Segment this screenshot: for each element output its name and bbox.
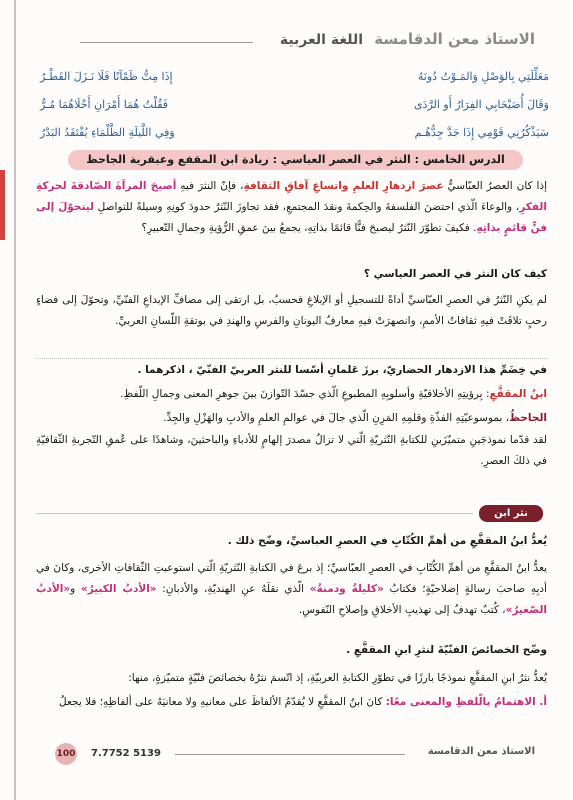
intro-highlight-1: عصرَ ازدهارِ العلمِ واتساعِ آفاقِ الثقافةِ <box>243 180 444 192</box>
subject-title: اللغة العربية <box>279 32 363 48</box>
question-2-heading: في خِضَمِّ هذا الازدهار الحضاريّ، برزَ عَلمانِ أسّسا للنثر العربيّ الفنّيّ ، اذكرهما . <box>137 364 547 376</box>
page-footer <box>45 743 545 773</box>
question-1-heading: كيف كان النثر في العصر العباسي ؟ <box>363 268 547 280</box>
intro-text-3: ، والوعاءَ الّذي احتضنَ الفلسفةَ والحِكمةَ ونقدَ المجتمعِ، فقد تجاوزَ النّثرُ حدودَ كونِهِ وسيلةً للتواصلِ <box>93 201 520 213</box>
answer-3-text-1: يعدُّ ابنُ المقفَّعِ من أهمِّ الكُتّابِ في العصرِ العبّاسيِّ؛ إذ برعَ في الكتابةِ النّثريّةِ الّتي استوعبتِ الثّقافاتِ الأخرى، وكانَ في أدبِهِ صاحبَ رسالةٍ إصلاحيّةٍ؛ فكتابُ <box>36 562 547 595</box>
intro-text-1: إذا كان العصرُ العبّاسيُّ <box>443 180 547 192</box>
intro-text-2: ، فإنّ النثرَ فيهِ <box>176 180 244 192</box>
closing-paragraph: لقد قدّما نموذجَينِ متميّزَينِ للكتابةِ النّثريّةِ الّتي لا تزالُ مصدرَ إلهامٍ للأدباءِ والباحثينَ، وشاهدًا على عُمقِ التّجربةِ الثّقافيّةِ في ذلكَ العصرِ. <box>36 434 547 467</box>
jahiz-text: ، بموسوعيّتِهِ الفذّةِ وقلمِهِ المَرِنِ الّذي جالَ في عوالمِ العلمِ والأدبِ والهَزْلِ والجِدِّ. <box>163 412 510 424</box>
answer-3-text-4: ، كُتبٌ تهدفُ إلى تهذيبِ الأخلاقِ وإصلاحِ النّفوسِ. <box>298 604 506 616</box>
verse-left-1: إِذَا مِتُّ ظَمْآنًا فَلَا نَـزَلَ القَطْـرُ <box>40 70 173 83</box>
intro-paragraph <box>36 176 547 239</box>
poem-block <box>40 68 549 150</box>
ibn-muqaffa-name: ابنُ المقفَّعِ <box>489 388 547 400</box>
question-1-answer: لم يكنِ النّثرُ في العصرِ العبّاسيِّ أداةً للتسجيلِ أو الإبلاغِ فحسبُ، بل ارتقى إلى مصافِّ الإبداعِ الفنّيِّ، وتحوّلَ إلى فضاءٍ رحبٍ تلاقَتْ فيهِ ثقافاتُ الأممِ، وانصهرَتْ فيهِ معارفُ اليونانِ والفرسِ والهندِ في بوتقةِ اللّسانِ العربيِّ. <box>36 294 547 327</box>
intro-highlight-3: ليتحوّلَ إلى فنٍّ قائمٍ بذاتِهِ <box>36 201 547 234</box>
verse-right-3: سَيَذْكُرُنِي قَوْمِي إِذَا جَدَّ جِدُّهُـم <box>414 126 549 139</box>
jahiz-line <box>36 408 547 429</box>
verse-right-2: وَقَالَ أُصَيْحَابِي الفِرَارُ أَو الرَّدَى <box>413 98 549 111</box>
question-4-heading: وضّح الخصائصَ الفنّيّةَ لنثرِ ابنِ المقفَّعِ . <box>346 644 547 656</box>
margin-line <box>14 0 16 800</box>
book-adab-saghir: «الأدبُ الصّغيرُ» <box>36 583 547 616</box>
verse-left-3: وَفِي اللَّيلَةِ الظَّلْمَاءِ يُفْتَقَدُ البَدْرُ <box>40 126 175 139</box>
intro-highlight-2: أصبحَ المرآةَ الصّادقةَ لحركةِ الفكرِ <box>36 180 547 213</box>
book-kalila: «كليلةُ ودمنةُ» <box>309 583 384 595</box>
footer-rule <box>175 754 405 755</box>
phone-number: 7.7752 5139 <box>91 748 161 759</box>
margin-tab <box>0 170 5 240</box>
characteristic-a-label: أ. الاهتمامُ بالّلفظِ والمعنى معًا: <box>385 696 547 708</box>
characteristic-a <box>36 692 547 713</box>
header-rule <box>80 42 253 43</box>
answer-3-text-3: و <box>70 583 81 595</box>
question-3-answer <box>36 558 547 621</box>
ibn-muqaffa-line <box>36 384 547 405</box>
verse-right-1: مَعَلِّلَتِي بِالوَصْلِ وَالمَـوْتُ دُونَهُ <box>417 70 549 83</box>
page-header <box>80 30 545 66</box>
author-title: الاستاذ معن الدقامسة <box>374 30 535 48</box>
lesson-banner: الدرس الخامس : النثر في العصر العباسي : ريادة ابن المقفع وعبقرية الجاحظ <box>68 150 523 170</box>
intro-text-4: . فكيفَ تطوّرَ النّثرُ ليصبحَ فنًّا قائمًا بذاتِهِ، يجمعُ بينَ عمقِ الرُّؤيةِ وجمالِ التّعبيرِ؟ <box>141 222 477 234</box>
characteristic-a-text: كانَ ابنُ المقفَّعِ لا يُقدّمُ الألفاظَ على معانيهِ ولا معانيَهُ على ألفاظِهِ؛ فلا يجعلُ <box>59 696 386 708</box>
section-rule <box>36 513 473 514</box>
answer-3-text-2: الّذي نقلَهُ عنِ الهنديّةِ، والأدبانِ: <box>156 583 310 595</box>
book-adab-kabir: «الأدبُ الكبيرُ» <box>80 583 157 595</box>
footer-author: الاستاذ معن الدقامسة <box>427 746 535 757</box>
page-number: 100 <box>55 743 77 765</box>
verse-left-2: فَقُلْتُ هُمَا أَمْرَانِ أَحْلَاهُمَا مُـرُّ <box>40 98 169 111</box>
question-4-intro: يُعدُّ نثرُ ابنِ المقفَّعِ نموذجًا بارزًا في تطوّرِ الكتابةِ العربيّةِ، إذ اتّسمَ نثرُهُ بخصائصَ فنّيّةٍ متميّزةٍ، منها: <box>128 672 547 684</box>
section-label: نثر ابن المقفع <box>479 505 543 522</box>
divider <box>36 358 547 359</box>
question-3-heading: يُعدُّ ابنُ المقفَّعِ من أهمِّ الكُتّابِ في العصرِ العباسيِّ، وضّح ذلك . <box>227 535 547 547</box>
jahiz-name: الجاحظُ <box>509 412 547 424</box>
ibn-muqaffa-text: : بِرؤيتِهِ الأخلاقيّةِ وأسلوبِهِ المطبوعِ الّذي جسّدَ التّوازنَ بينَ جوهرِ المعنى وجمالِ اللّفظِ. <box>120 388 490 400</box>
